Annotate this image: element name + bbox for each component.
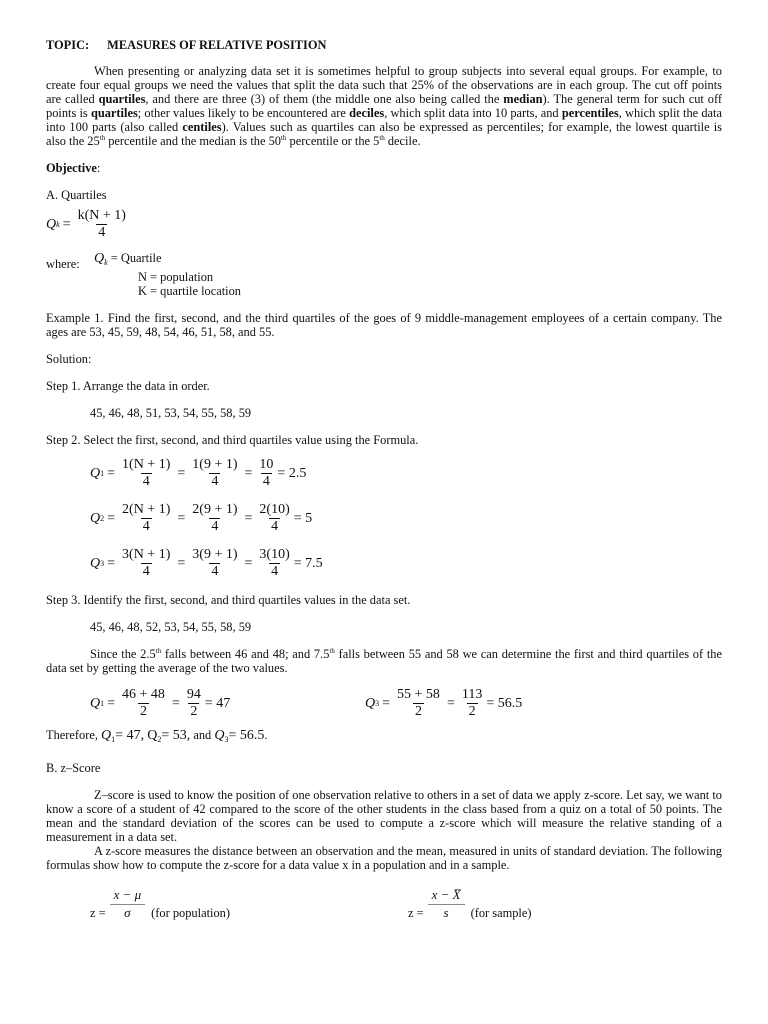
formula-caption: (for sample) <box>470 906 532 920</box>
step-3-explanation <box>46 647 722 675</box>
formula-subscript: 2 <box>157 735 162 744</box>
formula-fraction <box>190 457 239 490</box>
objective-colon: : <box>96 161 101 175</box>
explanation-text: falls between 46 and 48; and 7.5 <box>161 647 330 661</box>
formula-symbol: Q <box>90 465 101 481</box>
formula-symbol: Q <box>90 695 101 711</box>
intro-text: percentile and the median is the 50 <box>105 134 281 148</box>
formula-result: = 47 <box>204 695 231 711</box>
formula-subscript: k <box>104 258 108 267</box>
formula-fraction <box>110 888 146 920</box>
step-2-label: Step 2. Select the first, second, and third quartiles value using the Formula. <box>46 433 419 447</box>
objective-label: Objective <box>46 161 97 175</box>
q2-formula: Q 2 = $\frac{2(N + 1)}{4}$ = $\frac{2(9 + 1)}{4}$ = $\frac{2(10)}{4}$ = 5 <box>90 502 313 534</box>
formula-subscript: 1 <box>100 698 105 708</box>
formula-result: = 56.5 <box>486 695 523 711</box>
formula-fraction <box>190 547 239 580</box>
formula-subscript: 1 <box>100 468 105 478</box>
section-a-heading: A. Quartiles <box>46 188 107 202</box>
term-percentiles: percentiles <box>561 106 619 120</box>
quartile-formula: Q k = $\frac{k(N + 1)}{4}$ <box>46 208 126 240</box>
fraction-numerator: k(N + 1) <box>77 208 126 223</box>
fraction-denominator: 2 <box>468 704 476 719</box>
where-location: K = quartile location <box>138 284 241 298</box>
step-3-label: Step 3. Identify the first, second, and third quartiles values in the data set. <box>46 593 411 607</box>
intro-text: decile. <box>384 134 421 148</box>
explanation-text: Since the 2.5 <box>90 647 156 661</box>
where-population: N = population <box>138 270 214 284</box>
ordinal-superscript: th <box>280 134 287 142</box>
where-label: where: <box>46 257 80 271</box>
intro-text: When presenting or analyzing data set it is sometimes helpful to group subjects into several equal groups. For example, to create four equal groups we need the values that split the data such that 25% of the observations are in each group. The cut off points are called <box>46 64 722 106</box>
page-title <box>46 38 722 52</box>
avg-q1-formula: Q 1 = $\frac{46 + 48}{2}$ = $\frac{94}{2}$ = 47 <box>90 687 231 719</box>
intro-text: , which split data into 10 parts, and <box>384 106 562 120</box>
formula-subscript: 3 <box>100 558 105 568</box>
fraction-denominator: 4 <box>262 474 270 489</box>
topic-label: TOPIC: <box>46 38 90 52</box>
topic-text: MEASURES OF RELATIVE POSITION <box>107 38 327 52</box>
intro-text: percentile or the 5 <box>286 134 380 148</box>
fraction-denominator: 4 <box>271 519 279 534</box>
formula-result: = 53, <box>161 728 191 743</box>
fraction-numerator: 1(9 + 1) <box>192 457 238 472</box>
formula-fraction <box>120 547 172 580</box>
therefore-line <box>46 728 722 748</box>
fraction-numerator: 1(N + 1) <box>122 457 171 472</box>
therefore-q1 <box>101 728 144 748</box>
formula-subscript: 1 <box>111 735 116 744</box>
term-quartiles: quartiles <box>98 92 146 106</box>
intro-text: ). The general term for such cut off points is <box>46 92 723 120</box>
fraction-denominator: 4 <box>98 225 106 240</box>
fraction-denominator: 4 <box>211 519 219 534</box>
fraction-numerator: 10 <box>259 457 274 472</box>
fraction-denominator: 4 <box>142 519 150 534</box>
step-3-data: 45, 46, 48, 52, 53, 54, 55, 58, 59 <box>90 620 252 634</box>
formula-fraction <box>120 457 172 490</box>
formula-fraction <box>460 687 484 720</box>
example-1: Example 1. Find the first, second, and the third quartiles of the goes of 9 middle-management employees of a certain company. The ages are 53, 45, 59, 48, 54, 46, 51, 58, and 55. <box>46 311 722 339</box>
fraction-denominator: 4 <box>142 564 150 579</box>
fraction-numerator: x − μ <box>110 888 146 905</box>
formula-result: = 7.5 <box>293 555 323 571</box>
zscore-sample-formula <box>408 888 531 920</box>
formula-fraction <box>257 502 291 535</box>
formula-fraction <box>185 687 203 720</box>
fraction-denominator: 4 <box>211 564 219 579</box>
fraction-denominator: s <box>443 905 449 920</box>
avg-q3-formula: Q 3 = $\frac{55 + 58}{2}$ = $\frac{113}{2}$ = 56.5 <box>365 687 523 719</box>
formula-symbol: Q <box>94 251 105 266</box>
fraction-numerator: 2(9 + 1) <box>192 502 238 517</box>
section-b-heading: B. z–Score <box>46 761 101 775</box>
formula-result: = 56.5 <box>228 728 265 743</box>
formula-symbol: Q <box>101 728 112 743</box>
formula-symbol: Q <box>46 216 57 232</box>
formula-symbol: Q <box>365 695 376 711</box>
formula-result: = 2.5 <box>277 465 307 481</box>
formula-symbol: Q <box>147 728 158 743</box>
formula-caption: (for population) <box>151 906 230 920</box>
term-deciles: deciles <box>349 106 385 120</box>
term-median: median <box>503 92 543 106</box>
term-quartiles: quartiles <box>90 106 138 120</box>
fraction-denominator: σ <box>124 905 131 920</box>
zscore-formulas <box>46 888 722 920</box>
fraction-numerator: 94 <box>186 687 201 702</box>
therefore-q3 <box>214 728 264 748</box>
where-definitions <box>46 251 722 298</box>
formula-fraction <box>257 457 275 490</box>
objective-heading <box>46 161 722 175</box>
quartile-averages <box>46 687 722 720</box>
formula-fraction <box>428 888 465 920</box>
therefore-and: and <box>193 728 212 742</box>
intro-paragraph <box>46 64 722 148</box>
therefore-q2 <box>147 728 190 748</box>
ordinal-superscript: th <box>155 647 162 655</box>
fraction-numerator: 3(N + 1) <box>122 547 171 562</box>
z-label: z = <box>408 906 424 920</box>
intro-text: , and there are three (3) of them (the middle one also being called the <box>145 92 504 106</box>
formula-subscript: k <box>56 219 60 229</box>
fraction-denominator: 4 <box>142 474 150 489</box>
fraction-denominator: 2 <box>414 704 422 719</box>
term-centiles: centiles <box>182 120 222 134</box>
formula-fraction <box>120 687 167 720</box>
therefore-label: Therefore, <box>46 728 98 742</box>
z-label: z = <box>90 906 106 920</box>
formula-fraction <box>190 502 239 535</box>
fraction-numerator: x − X̅ <box>428 888 465 905</box>
zscore-paragraph-2: A z-score measures the distance between an observation and the mean, measured in units of standard deviation. The following formulas show how to compute the z-score for a data value x in a population and in a sample. <box>46 844 722 872</box>
formula-fraction <box>395 687 442 720</box>
explanation-text: falls between 55 and 58 we can determine the first and third quartiles of the data set by getting the average of the two values. <box>46 647 722 675</box>
fraction-denominator: 4 <box>271 564 279 579</box>
fraction-denominator: 4 <box>211 474 219 489</box>
definition-text: = Quartile <box>110 251 162 265</box>
formula-symbol: Q <box>214 728 225 743</box>
formula-result: = 47, <box>115 728 145 743</box>
formula-subscript: 3 <box>375 698 380 708</box>
therefore-period: . <box>264 728 268 742</box>
formula-subscript: 3 <box>224 735 229 744</box>
formula-symbol: Q <box>90 510 101 526</box>
fraction-denominator: 2 <box>139 704 147 719</box>
q1-formula: Q 1 = $\frac{1(N + 1)}{4}$ = $\frac{1(9 + 1)}{4}$ = $\frac{10}{4}$ = 2.5 <box>90 457 307 489</box>
intro-text: ; other values likely to be encountered are <box>137 106 350 120</box>
step-1-data: 45, 46, 48, 51, 53, 54, 55, 58, 59 <box>90 406 252 420</box>
formula-result: = 5 <box>293 510 313 526</box>
formula-subscript: 2 <box>100 513 105 523</box>
where-quartile <box>94 251 241 270</box>
fraction-numerator: 46 + 48 <box>122 687 165 702</box>
fraction-numerator: 3(9 + 1) <box>192 547 238 562</box>
fraction-numerator: 113 <box>461 687 483 702</box>
zscore-population-formula <box>90 888 408 920</box>
formula-fraction <box>120 502 172 535</box>
ordinal-superscript: th <box>329 647 335 655</box>
step-1-label: Step 1. Arrange the data in order. <box>46 379 210 393</box>
ordinal-superscript: th <box>379 134 385 142</box>
formula-fraction <box>76 208 128 241</box>
fraction-numerator: 3(10) <box>259 547 290 562</box>
fraction-numerator: 55 + 58 <box>397 687 440 702</box>
ordinal-superscript: th <box>99 134 106 142</box>
formula-fraction <box>257 547 291 580</box>
formula-symbol: Q <box>90 555 101 571</box>
fraction-denominator: 2 <box>190 704 198 719</box>
fraction-numerator: 2(10) <box>259 502 290 517</box>
intro-text: , which split the data into 100 parts (also called <box>46 106 722 134</box>
zscore-paragraph-1: Z–score is used to know the position of one observation relative to others in a set of data we apply z-score. Let say, we want to know a score of a student of 42 compared to the score of the other students in the class based from a quiz on a total of 50 points. The mean and the standard deviation of the scores can be used to compute a z-score which will measure the relative standing of a measurement in a data set. <box>46 788 722 844</box>
q3-formula: Q 3 = $\frac{3(N + 1)}{4}$ = $\frac{3(9 + 1)}{4}$ = $\frac{3(10)}{4}$ = 7.5 <box>90 547 323 579</box>
solution-label: Solution: <box>46 352 92 366</box>
intro-text: ). Values such as quartiles can also be expressed as percentiles; for example, the lowest quartile is also the 25 <box>46 120 722 148</box>
fraction-numerator: 2(N + 1) <box>122 502 171 517</box>
